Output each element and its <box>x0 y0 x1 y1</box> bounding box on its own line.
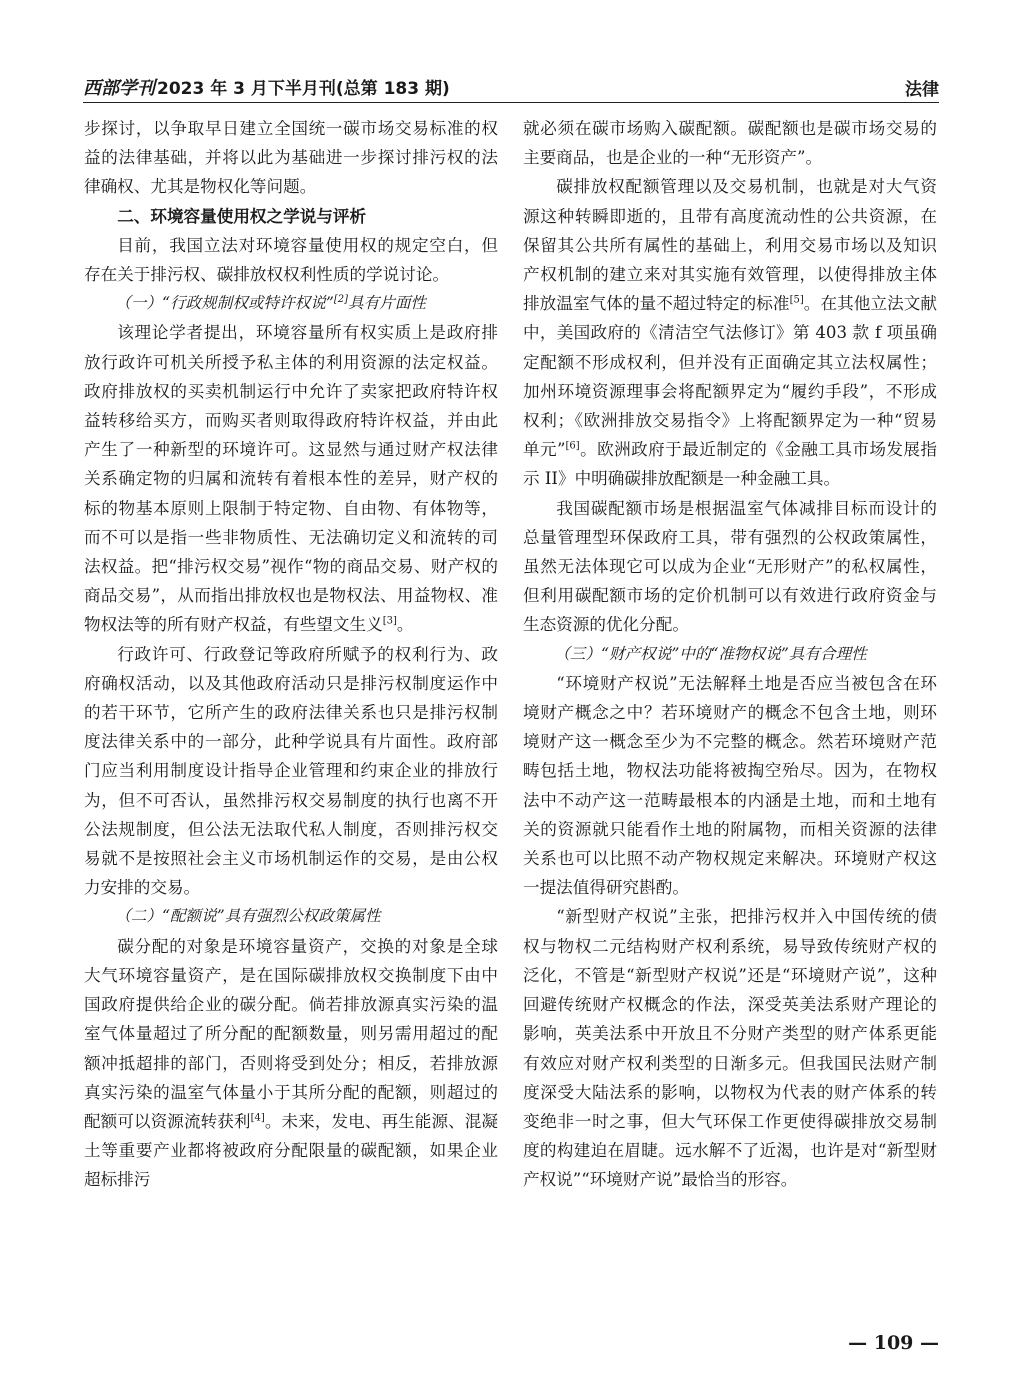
journal-info <box>83 74 450 100</box>
heading-text: （一）“行政规制权或特许权说” <box>115 294 334 313</box>
right-column <box>523 114 937 1195</box>
paragraph-text: 碳排放权配额管理以及交易机制，也就是对大气资源这种转瞬即逝的，且带有高度流动性的公共资源，在保留其公共所有属性的基础上，利用交易市场以及知识产权机制的建立来对其实施有效管理，以使得排放主体排放温室气体的量不超过特定的标准 <box>523 177 937 314</box>
paragraph-text: 。在其他立法文献中，美国政府的《清洁空气法修订》第 403 款 f 项虽确定配额不形成权利，但并没有正面确定其立法权属性；加州环境资源理事会将配额界定为“履约手段”，不形成权利；《欧洲排放交易指令》上将配额界定为一种“贸易单元” <box>523 294 938 460</box>
citation-ref: [4] <box>250 1112 265 1124</box>
paragraph-text: 该理论学者提出，环境容量所有权实质上是政府排放行政许可机关所授予私主体的利用资源的法定权益。政府排放权的买卖机制运行中允许了卖家把政府特许权益转移给买方，而购买者则取得政府特许权益，并由此产生了一种新型的环境许可。这显然与通过财产权法律关系确定物的归属和流转有着根本性的差异，财产权的标的物基本原则上限制于特定物、自由物、有体物等，而不可以是指一些非物质性、无法确切定义和流转的司法权益。把“排污权交易”视作“物的商品交易、财产权的商品交易”，从而指出排放权也是物权法、用益物权、准物权法等的所有财产权益，有些望文生义 <box>84 323 498 635</box>
subsection-heading: （三）“财产权说”中的“准物权说”具有合理性 <box>554 644 867 663</box>
citation-ref: [2] <box>333 294 349 306</box>
paragraph <box>84 318 498 639</box>
section-heading: 二、环境容量使用权之学说与评析 <box>117 206 367 226</box>
running-header <box>83 66 939 100</box>
paragraph: 行政许可、行政登记等政府所赋予的权利行为、政府确权活动，以及其他政府活动只是排污权制度运作中的若干环节，它所产生的政府法律关系也只是排污权制度法律关系中的一部分，此种学说具有片面性。政府部门应当利用制度设计指导企业管理和约束企业的排放行为，但不可否认，虽然排污权交易制度的执行也离不开公法规制度，但公法无法取代私人制度，否则排污权交易就不是按照社会主义市场机制运作的交易，是由公权力安排的交易。 <box>84 644 498 898</box>
paragraph-text: 。 <box>396 615 414 635</box>
paragraph-text: 。未来，发电、再生能源、混凝土等重要产业都将被政府分配限量的碳配额，如果企业超标排污 <box>84 1111 499 1190</box>
paragraph: 就必须在碳市场购入碳配额。碳配额也是碳市场交易的主要商品，也是企业的一种“无形资产”。 <box>523 119 937 168</box>
issue-info: 2023 年 3 月下半月刊(总第 183 期) <box>157 79 450 99</box>
left-column <box>84 114 498 1195</box>
citation-ref: [3] <box>382 615 397 627</box>
header-rule <box>83 102 939 103</box>
paragraph <box>523 172 937 493</box>
paragraph: 步探讨，以争取早日建立全国统一碳市场交易标准的权益的法律基础，并将以此为基础进一步探讨排污权的法律确权、尤其是物权化等问题。 <box>84 119 498 197</box>
paragraph-text: 碳分配的对象是环境容量资产，交换的对象是全球大气环境容量资产，是在国际碳排放权交换制度下由中国政府提供给企业的碳分配。倘若排放源真实污染的温室气体量超过了所分配的配额数量，则另需用超过的配额冲抵超排的部门，否则将受到处分；相反，若排放源真实污染的温室气体量小于其所分配的配额，则超过的配额可以资源流转获利 <box>84 936 498 1131</box>
paragraph: 目前，我国立法对环境容量使用权的规定空白，但存在关于排污权、碳排放权权利性质的学说讨论。 <box>84 235 498 285</box>
subsection-heading <box>84 289 498 318</box>
paragraph <box>84 932 498 1195</box>
paragraph: “新型财产权说”主张，把排污权并入中国传统的债权与物权二元结构财产权利系统，易导致传统财产权的泛化，不管是“新型财产权说”还是“环境财产说”，这种回避传统财产权概念的作法，深受英美法系财产理论的影响，英美法系中开放且不分财产类型的财产体系更能有效应对财产权利类型的日渐多元。但我国民法财产制度深受大陆法系的影响，以物权为代表的财产体系的转变绝非一时之事，但大气环保工作更使得碳排放交易制度的构建迫在眉睫。远水解不了近渴，也许是对“新型财产权说”“环境财产说”最恰当的形容。 <box>523 907 937 1190</box>
paragraph: 我国碳配额市场是根据温室气体减排目标而设计的总量管理型环保政府工具，带有强烈的公权政策属性，虽然无法体现它可以成为企业“无形财产”的私权属性，但利用碳配额市场的定价机制可以有效进行政府资金与生态资源的优化分配。 <box>523 498 937 635</box>
section-label: 法律 <box>905 80 939 100</box>
page-number: — 109 — <box>848 1332 939 1354</box>
heading-text: 具有片面性 <box>348 294 426 313</box>
subsection-heading: （二）“配额说”具有强烈公权政策属性 <box>115 907 381 926</box>
paragraph: “环境财产权说”无法解释土地是否应当被包含在环境财产概念之中？若环境财产的概念不包含土地，则环境财产这一概念至少为不完整的概念。然若环境财产范畴包括土地，物权法功能将被掏空殆尽。因为，在物权法中不动产这一范畴最根本的内涵是土地，而和土地有关的资源就只能看作土地的附属物，而相关资源的法律关系也可以比照不动产物权规定来解决。环境财产权这一提法值得研究斟酌。 <box>523 673 937 898</box>
journal-logo: 西部学刊 <box>83 78 155 99</box>
citation-ref: [5] <box>789 294 804 306</box>
citation-ref: [6] <box>565 440 580 452</box>
paragraph-text: 。欧洲政府于最近制定的《金融工具市场发展指示 II》中明确碳排放配额是一种金融工具。 <box>523 440 938 489</box>
